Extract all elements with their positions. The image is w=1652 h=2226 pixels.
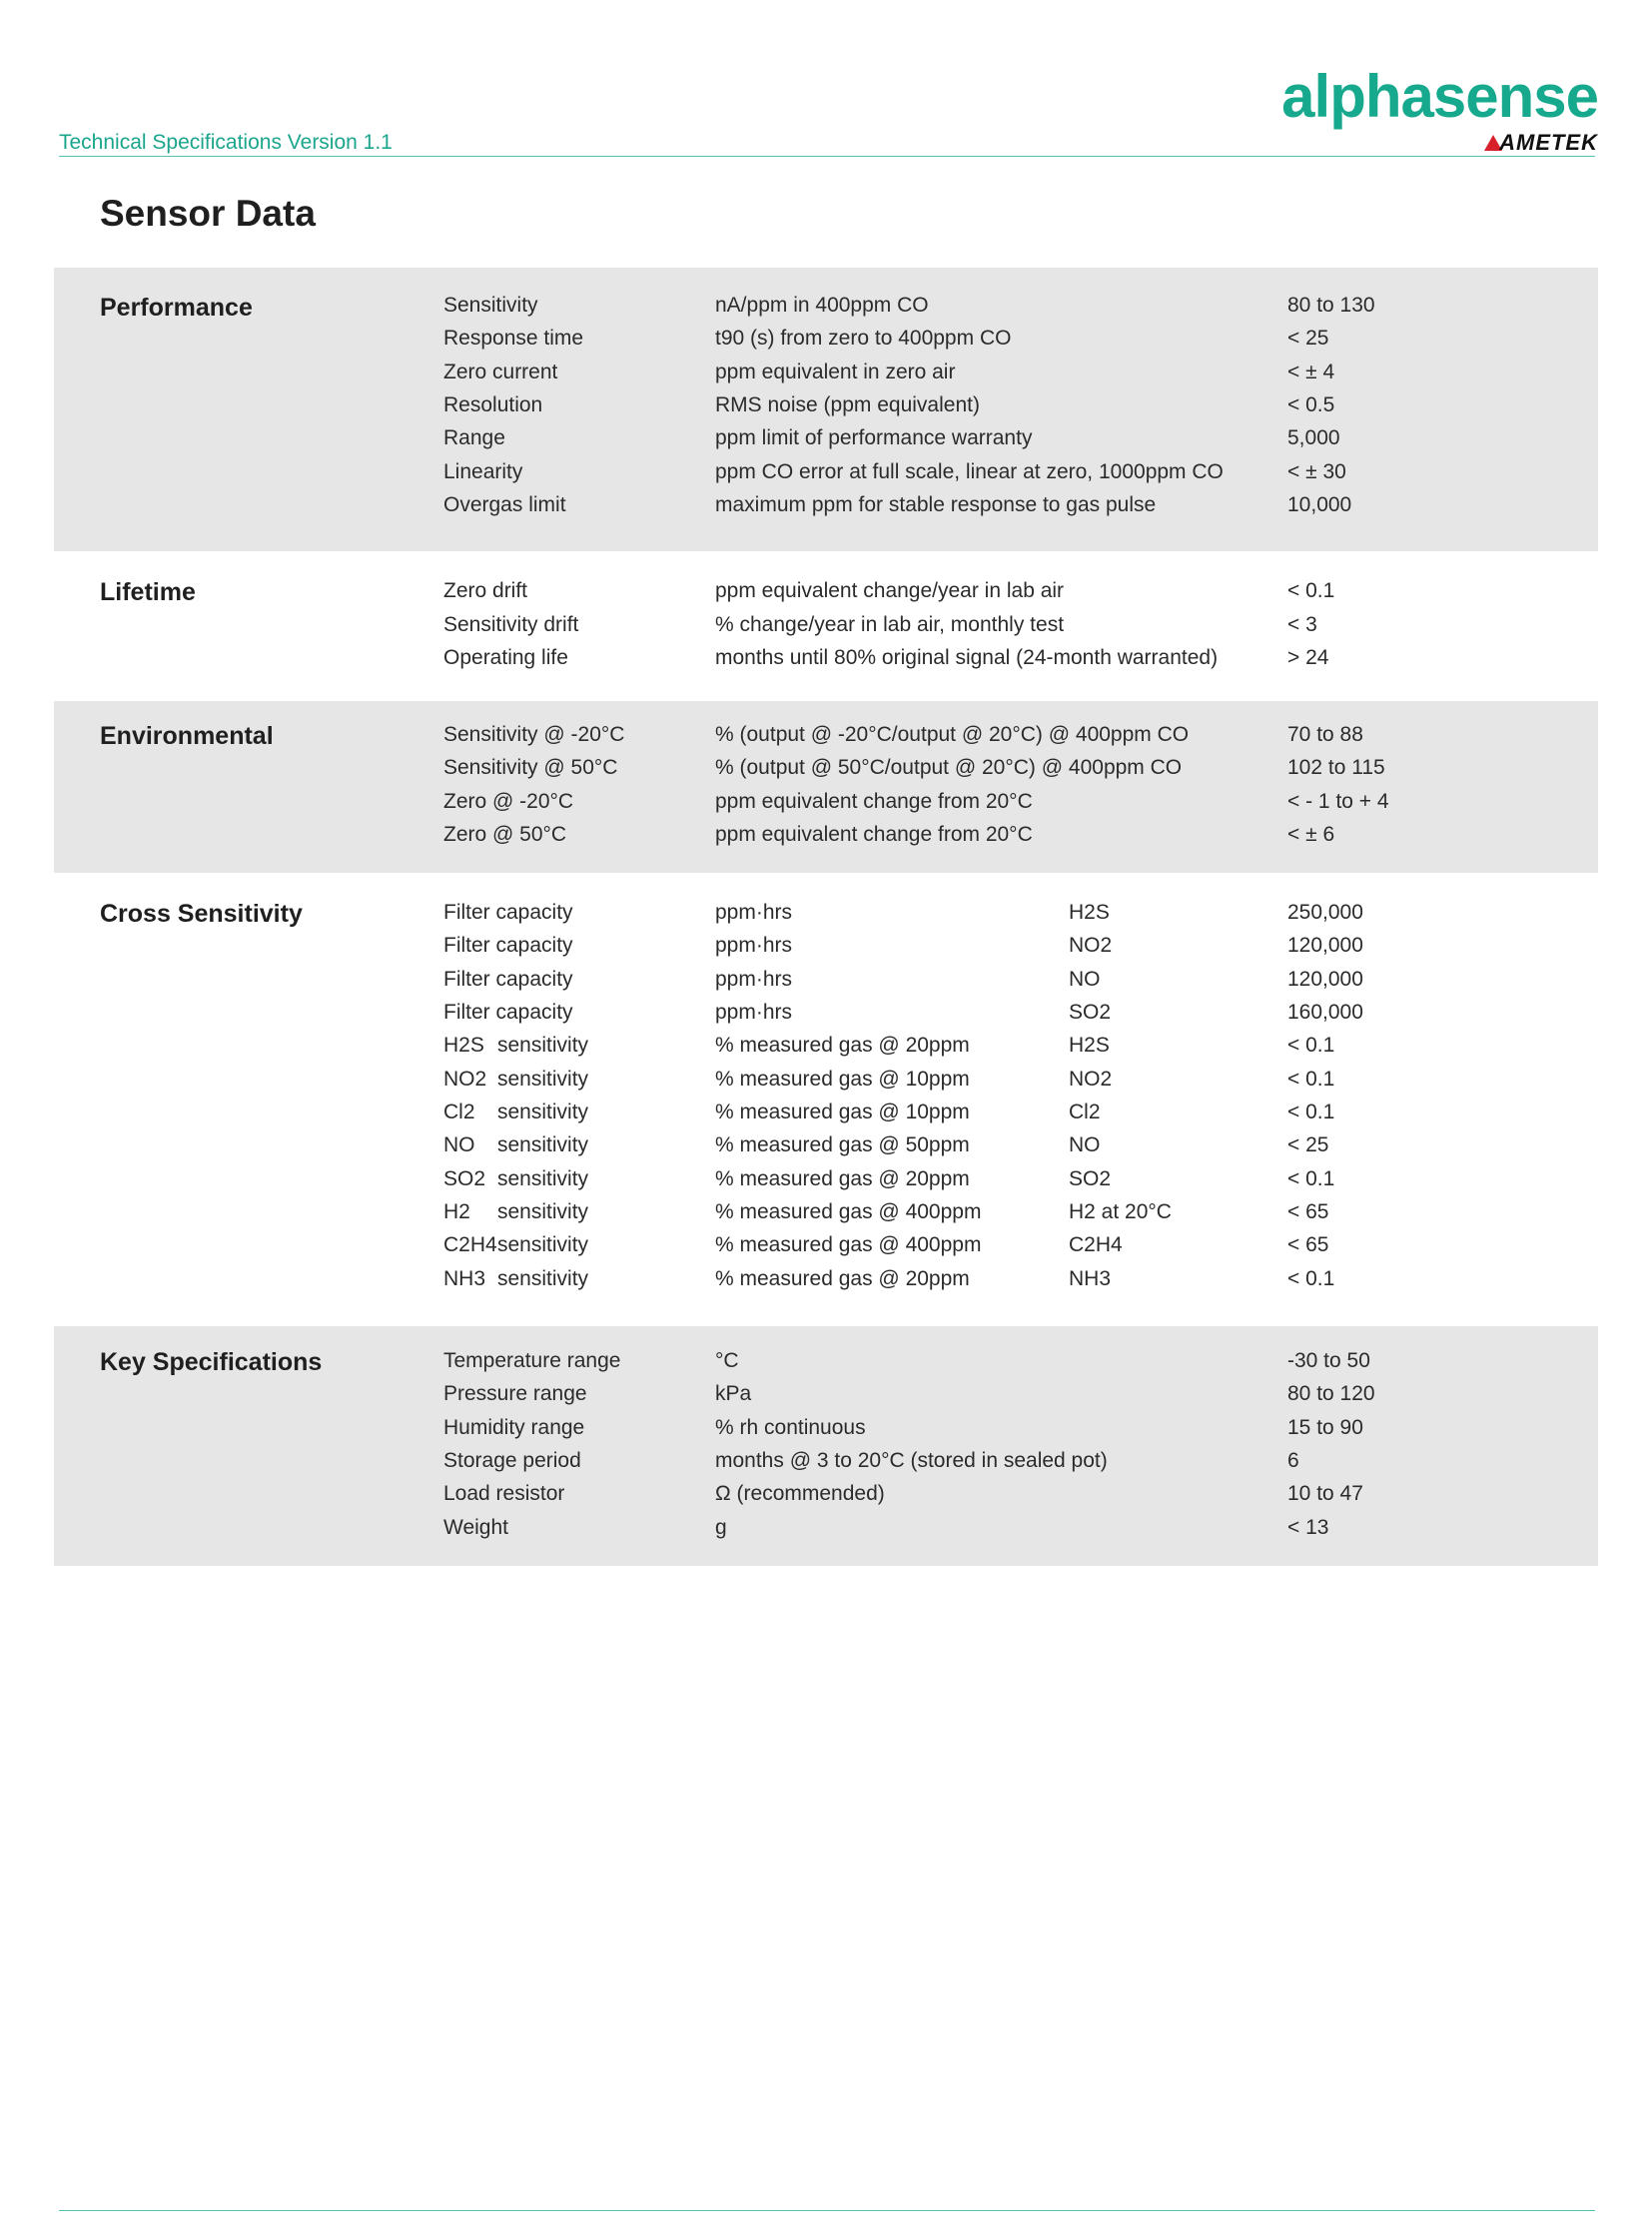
value: < - 1 to + 4 xyxy=(1287,790,1389,813)
description: Ω (recommended) xyxy=(715,1482,885,1505)
table-row xyxy=(54,1066,1598,1099)
value: 250,000 xyxy=(1287,901,1363,924)
value: < 0.1 xyxy=(1287,1167,1335,1190)
parameter: H2 xyxy=(443,1200,470,1223)
header-divider xyxy=(59,156,1595,157)
value: 15 to 90 xyxy=(1287,1416,1363,1439)
table-row xyxy=(54,644,1598,677)
parameter-word: sensitivity xyxy=(497,1133,589,1156)
description: % change/year in lab air, monthly test xyxy=(715,613,1065,636)
parameter: Filter capacity xyxy=(443,901,573,924)
value: 5,000 xyxy=(1287,426,1340,449)
table-row xyxy=(54,1165,1598,1198)
parameter: Weight xyxy=(443,1516,508,1539)
value: < 0.1 xyxy=(1287,1101,1335,1123)
description: ppm·hrs xyxy=(715,1001,793,1024)
table-row xyxy=(54,391,1598,424)
section-performance xyxy=(54,268,1598,551)
value: 70 to 88 xyxy=(1287,723,1363,746)
section-key-specifications xyxy=(54,1326,1598,1566)
parameter: Sensitivity @ -20°C xyxy=(443,723,625,746)
parameter-word: sensitivity xyxy=(497,1200,589,1223)
ametek-text: AMETEK xyxy=(1499,130,1598,155)
description: ppm equivalent in zero air xyxy=(715,361,956,383)
document-version: Technical Specifications Version 1.1 xyxy=(59,131,393,154)
table-row xyxy=(54,754,1598,787)
value: 120,000 xyxy=(1287,968,1363,991)
parameter: Filter capacity xyxy=(443,934,573,957)
parameter: Filter capacity xyxy=(443,968,573,991)
parameter: Linearity xyxy=(443,460,523,483)
section-title: Performance xyxy=(100,294,253,322)
description: % (output @ -20°C/output @ 20°C) @ 400ppm CO xyxy=(715,723,1190,746)
table-row xyxy=(54,1198,1598,1231)
value: < ± 4 xyxy=(1287,361,1335,383)
parameter: Filter capacity xyxy=(443,1001,573,1024)
description: RMS noise (ppm equivalent) xyxy=(715,393,980,416)
parameter: Resolution xyxy=(443,393,543,416)
value: -30 to 50 xyxy=(1287,1349,1370,1372)
table-row xyxy=(54,491,1598,524)
section-title: Cross Sensitivity xyxy=(100,900,303,928)
description: kPa xyxy=(715,1382,752,1405)
gas: NO2 xyxy=(1069,1068,1113,1091)
gas: C2H4 xyxy=(1069,1233,1123,1256)
table-row xyxy=(54,1347,1598,1380)
table-row xyxy=(54,292,1598,325)
description: ppm CO error at full scale, linear at zero, 1000ppm CO xyxy=(715,460,1224,483)
value: < 0.1 xyxy=(1287,1068,1335,1091)
description: ppm·hrs xyxy=(715,901,793,924)
description: % measured gas @ 20ppm xyxy=(715,1034,970,1057)
description: nA/ppm in 400ppm CO xyxy=(715,294,929,317)
value: > 24 xyxy=(1287,646,1329,669)
parameter: NO xyxy=(443,1133,475,1156)
alphasense-logo xyxy=(1248,63,1598,156)
value: 80 to 120 xyxy=(1287,1382,1375,1405)
parameter: Cl2 xyxy=(443,1101,475,1123)
table-row xyxy=(54,1480,1598,1513)
description: ppm equivalent change/year in lab air xyxy=(715,579,1065,602)
section-title: Key Specifications xyxy=(100,1348,323,1376)
table-row xyxy=(54,1231,1598,1264)
table-row xyxy=(54,1447,1598,1480)
gas: NH3 xyxy=(1069,1267,1112,1290)
table-row xyxy=(54,1380,1598,1413)
parameter: C2H4 xyxy=(443,1233,497,1256)
value: < 3 xyxy=(1287,613,1317,636)
description: % measured gas @ 20ppm xyxy=(715,1167,970,1190)
parameter: Operating life xyxy=(443,646,568,669)
parameter-word: sensitivity xyxy=(497,1101,589,1123)
table-row xyxy=(54,1131,1598,1164)
description: % measured gas @ 50ppm xyxy=(715,1133,970,1156)
description: ppm·hrs xyxy=(715,934,793,957)
value: < 0.1 xyxy=(1287,1034,1335,1057)
value: < 0.5 xyxy=(1287,393,1335,416)
table-row xyxy=(54,932,1598,965)
table-row xyxy=(54,1032,1598,1065)
description: ppm equivalent change from 20°C xyxy=(715,790,1033,813)
description: % measured gas @ 10ppm xyxy=(715,1068,970,1091)
table-row xyxy=(54,359,1598,391)
description: ppm·hrs xyxy=(715,968,793,991)
parameter: Sensitivity @ 50°C xyxy=(443,756,618,779)
description: ppm equivalent change from 20°C xyxy=(715,823,1033,846)
parameter: H2S xyxy=(443,1034,484,1057)
section-cross-sensitivity xyxy=(54,873,1598,1326)
description: months @ 3 to 20°C (stored in sealed pot) xyxy=(715,1449,1108,1472)
table-row xyxy=(54,999,1598,1032)
table-row xyxy=(54,966,1598,999)
description: months until 80% original signal (24-month warranted) xyxy=(715,646,1219,669)
description: ppm limit of performance warranty xyxy=(715,426,1033,449)
description: % rh continuous xyxy=(715,1416,866,1439)
logo-wordmark: alphasense xyxy=(1281,63,1598,130)
parameter: Zero drift xyxy=(443,579,528,602)
value: 6 xyxy=(1287,1449,1299,1472)
description: % measured gas @ 20ppm xyxy=(715,1267,970,1290)
gas: NO xyxy=(1069,968,1101,991)
parameter: Zero @ 50°C xyxy=(443,823,567,846)
parameter: NH3 xyxy=(443,1267,486,1290)
parameter: Zero @ -20°C xyxy=(443,790,574,813)
gas: NO xyxy=(1069,1133,1101,1156)
parameter-word: sensitivity xyxy=(497,1034,589,1057)
value: 10,000 xyxy=(1287,493,1352,516)
parameter-word: sensitivity xyxy=(497,1233,589,1256)
description: % (output @ 50°C/output @ 20°C) @ 400ppm CO xyxy=(715,756,1183,779)
parameter: Range xyxy=(443,426,505,449)
parameter: NO2 xyxy=(443,1068,487,1091)
parameter: Storage period xyxy=(443,1449,581,1472)
gas: H2S xyxy=(1069,901,1110,924)
gas: SO2 xyxy=(1069,1167,1112,1190)
parameter-word: sensitivity xyxy=(497,1068,589,1091)
value: < ± 6 xyxy=(1287,823,1335,846)
table-row xyxy=(54,1265,1598,1298)
parameter: SO2 xyxy=(443,1167,486,1190)
parameter: Temperature range xyxy=(443,1349,621,1372)
value: 102 to 115 xyxy=(1287,756,1385,779)
value: 160,000 xyxy=(1287,1001,1363,1024)
table-row xyxy=(54,458,1598,491)
parameter: Sensitivity drift xyxy=(443,613,579,636)
table-row xyxy=(54,788,1598,821)
description: °C xyxy=(715,1349,739,1372)
table-row xyxy=(54,821,1598,854)
section-environmental xyxy=(54,701,1598,873)
parameter-word: sensitivity xyxy=(497,1167,589,1190)
description: % measured gas @ 400ppm xyxy=(715,1200,982,1223)
parameter: Humidity range xyxy=(443,1416,585,1439)
section-title: Environmental xyxy=(100,722,274,750)
value: < ± 30 xyxy=(1287,460,1346,483)
value: 10 to 47 xyxy=(1287,1482,1363,1505)
value: < 0.1 xyxy=(1287,579,1335,602)
gas: NO2 xyxy=(1069,934,1113,957)
section-lifetime xyxy=(54,551,1598,701)
value: < 25 xyxy=(1287,327,1329,350)
parameter: Load resistor xyxy=(443,1482,565,1505)
table-row xyxy=(54,1099,1598,1131)
value: 120,000 xyxy=(1287,934,1363,957)
table-row xyxy=(54,721,1598,754)
description: % measured gas @ 400ppm xyxy=(715,1233,982,1256)
value: < 0.1 xyxy=(1287,1267,1335,1290)
value: < 65 xyxy=(1287,1200,1329,1223)
value: < 65 xyxy=(1287,1233,1329,1256)
value: < 13 xyxy=(1287,1516,1329,1539)
table-row xyxy=(54,577,1598,610)
table-row xyxy=(54,1414,1598,1447)
gas: H2 at 20°C xyxy=(1069,1200,1172,1223)
description: maximum ppm for stable response to gas pulse xyxy=(715,493,1157,516)
description: t90 (s) from zero to 400ppm CO xyxy=(715,327,1012,350)
description: % measured gas @ 10ppm xyxy=(715,1101,970,1123)
table-row xyxy=(54,424,1598,457)
parameter: Response time xyxy=(443,327,584,350)
table-row xyxy=(54,899,1598,932)
parameter: Sensitivity xyxy=(443,294,538,317)
parameter: Overgas limit xyxy=(443,493,566,516)
table-row xyxy=(54,1514,1598,1547)
table-row xyxy=(54,611,1598,644)
table-row xyxy=(54,325,1598,358)
footer-divider xyxy=(59,2210,1595,2211)
ametek-logo xyxy=(1484,130,1598,156)
value: < 25 xyxy=(1287,1133,1329,1156)
value: 80 to 130 xyxy=(1287,294,1375,317)
gas: Cl2 xyxy=(1069,1101,1101,1123)
gas: H2S xyxy=(1069,1034,1110,1057)
section-title: Lifetime xyxy=(100,578,196,606)
gas: SO2 xyxy=(1069,1001,1112,1024)
parameter-word: sensitivity xyxy=(497,1267,589,1290)
parameter: Pressure range xyxy=(443,1382,587,1405)
parameter: Zero current xyxy=(443,361,558,383)
description: g xyxy=(715,1516,727,1539)
page-title: Sensor Data xyxy=(100,193,316,234)
